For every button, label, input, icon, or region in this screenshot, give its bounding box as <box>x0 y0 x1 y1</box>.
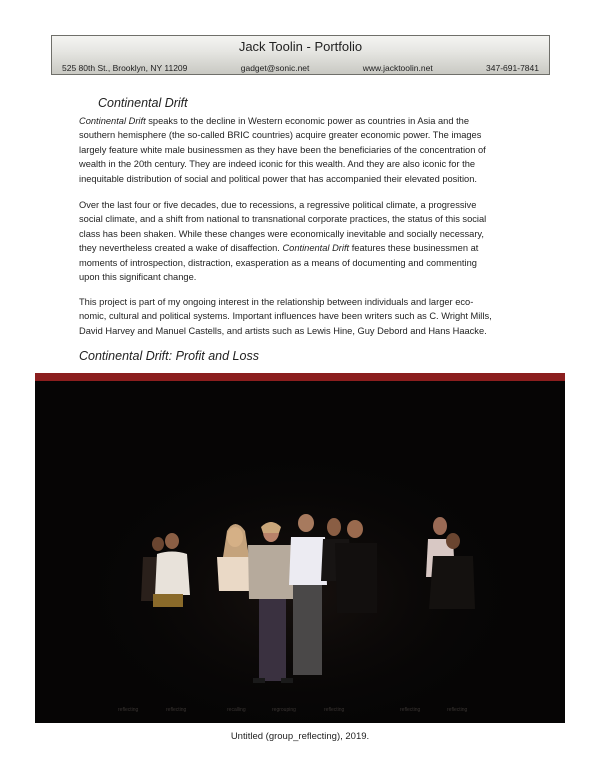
figure-label: recalling <box>227 707 246 713</box>
figure-label: reflecting <box>118 707 139 713</box>
photograph-illustration <box>35 381 565 723</box>
contact-website[interactable]: www.jacktoolin.net <box>362 63 433 73</box>
paragraph-2-line-4-post: features these businessmen at <box>349 243 479 254</box>
contact-email[interactable]: gadget@sonic.net <box>240 63 310 73</box>
contact-address: 525 80th St., Brooklyn, NY 11209 <box>62 63 188 73</box>
figure-label: reflecting <box>400 707 421 713</box>
section-title-profit-and-loss: Continental Drift: Profit and Loss <box>79 349 259 363</box>
paragraph-3-line-3: David Harvey and Manuel Castells, and artists such as Lewis Hine, Guy Debord and Hans Haacke. <box>79 325 487 336</box>
figure-label: reflecting <box>324 707 345 713</box>
figure-man-white-shirt <box>289 514 327 675</box>
paragraph-2-line-2: social climate, and a shift from national to transnational corporate practices, the status of this social <box>79 214 487 225</box>
paragraph-2-line-6: upon this significant change. <box>79 272 197 283</box>
contact-phone: 347-691-7841 <box>486 63 539 73</box>
figure-label: regrouping <box>272 707 296 713</box>
letterhead-title: Jack Toolin - Portfolio <box>238 39 363 54</box>
paragraph-2-line-4-pre: they nevertheless created a wake of disaffection. <box>79 243 283 254</box>
accent-bar <box>35 373 565 381</box>
photograph-group-reflecting <box>35 381 565 723</box>
letterhead <box>51 35 550 75</box>
work-title-italic: Continental Drift <box>79 116 146 126</box>
paragraph-1-line-2: southern hemisphere (the so-called BRIC countries) acquire greater economic power. The images <box>79 130 482 141</box>
paragraph-2-line-4 <box>79 241 524 255</box>
paragraph-1 <box>79 114 524 186</box>
figure-label: reflecting <box>166 707 187 713</box>
paragraph-2-line-5: moments of introspection, distraction, exasperation as a means of documenting and commenting <box>79 257 477 268</box>
section-title-continental-drift: Continental Drift <box>98 96 188 110</box>
paragraph-2 <box>79 198 524 284</box>
figure-labels <box>118 707 468 713</box>
paragraph-3-line-1: This project is part of my ongoing interest in the relationship between individuals and larger eco- <box>79 297 474 307</box>
photo-caption: Untitled (group_reflecting), 2019. <box>230 731 370 742</box>
paragraph-1-line-4: wealth in the 20th century. They are indeed iconic for this wealth. And they are also iconic for the <box>79 159 476 170</box>
paragraph-1-line-3: largely feature white male businessmen as they have been the beneficiaries of the concentration of <box>79 144 486 155</box>
paragraph-1-line-1-text: speaks to the decline in Western economic power as countries in Asia and the <box>145 116 470 126</box>
paragraph-1-line-5: inequitable distribution of social and political power that has accompanied their elevated position. <box>79 173 477 184</box>
figure-label: reflecting <box>447 707 468 713</box>
work-title-italic: Continental Drift <box>282 243 350 254</box>
contact-line <box>62 63 539 73</box>
paragraph-2-line-3: class has been shaken. While these changes were economically inevitable and socially necessary, <box>79 228 484 239</box>
paragraph-1-line-1 <box>79 114 524 128</box>
paragraph-3-line-2: nomic, cultural and political systems. Important influences have been writers such as C. Wright Mills, <box>79 311 492 322</box>
paragraph-3 <box>79 295 524 338</box>
paragraph-2-line-1: Over the last four or five decades, due to recessions, a regressive political climate, a progressive <box>79 200 477 210</box>
